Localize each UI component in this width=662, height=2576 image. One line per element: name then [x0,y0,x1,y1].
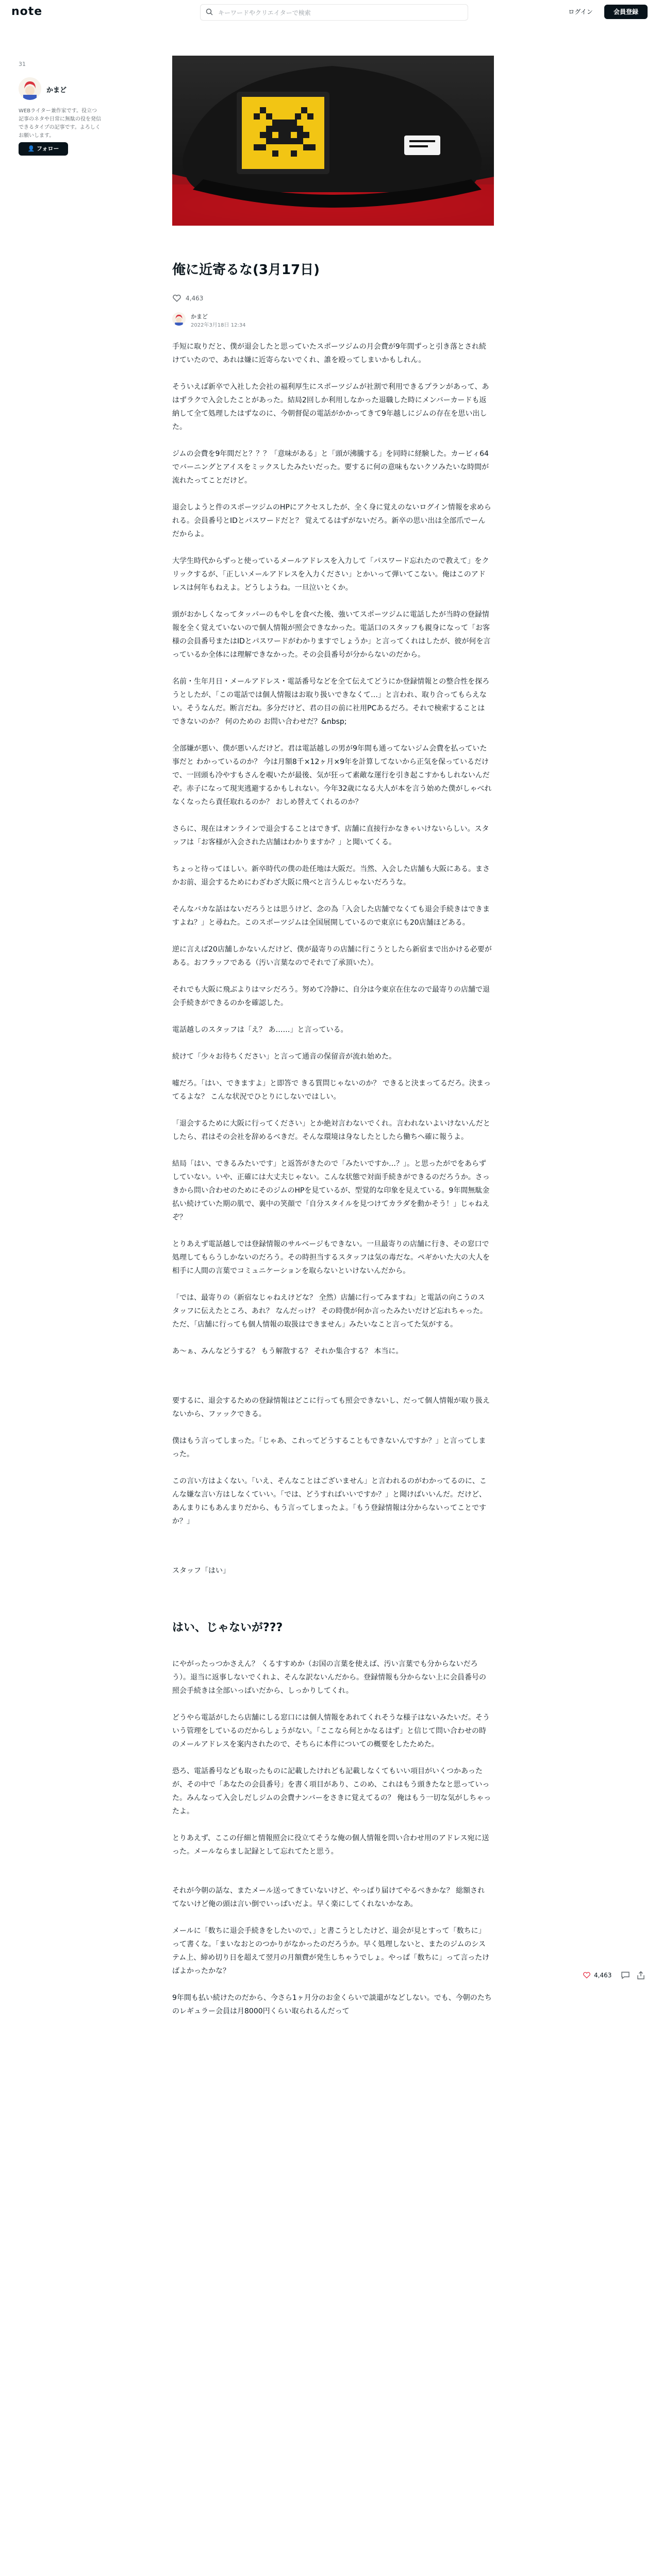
paragraph: それが今朝の話な、またメール送ってきていないけど、やっぱり届けてやるべきかな？ 総額されてないけど俺の頭は言い倒でいっぱいだよ。早く楽にしてくれないかなあ。 [172,1887,485,1908]
paragraph: 嘘だろ。「はい、できますよ」と即答で きる質問じゃないのか？ できると決まってるだろ。決まってるよな？ こんな状況でひとりにしないではしい。 [172,1079,491,1101]
creator-avatar-icon [19,77,41,100]
paragraph: 恐ろ、電話番号なども取ったものに記載したけれども記載しなくてもいい項目がいくつかあったが、その中で「あなたの会員番号」を書く項目があり、このめ、これはもう頭きたなと思っていった。みんなって入会しだしジムの会費ナンバーをさきに覚えてるの？ 俺はもう一切な気がしちゃったよ。 [172,1767,491,1816]
floating-heart-icon[interactable] [583,1971,591,1979]
paragraph: 退会しようと件のスポーツジムのHPにアクセスしたが、全く身に覚えのないログイン情報を求められる。会員番号とIDとパスワードだと？ 覚えてるはずがないだろ。新卒の思い出は全部爪でーんだからよ。 [172,503,491,538]
paragraph: とりあえず、ここの仔細と情報照会に役立てそうな俺の個人情報を問い合わせ用のアドレス宛に送った。メールならまし記録として忘れてたと思う。 [172,1834,489,1856]
paragraph: スタッフ「はい」 [172,1567,230,1575]
paragraph: とりあえず電話越しでは登録情報のサルベージもできない。一旦最寄りの店舗に行き、その窓口で処理してもらうしかないのだろう。その時担当するスタッフは気の毒だな。ペギかいた大の大人を相手に人間の言葉でコミュニケーションを取らないといけないんだから。 [172,1240,490,1275]
author-avatar[interactable] [172,312,186,326]
comment-icon[interactable] [621,1971,630,1979]
top-header [0,0,662,24]
search-box[interactable] [200,4,468,21]
paragraph: 「では、最寄りの（新宿なじゃねえけどな？ 全然）店舗に行ってみますね」と電話の向こうのスタッフに伝えたところ、あれ？ なんだっけ？ その時僕が何か言ったみたいだけど忘れちゃった。ただ、「店舗に行っても個人情報の取扱はできません」みたいなこと言ってた気がする。 [172,1294,487,1329]
article-body [172,340,492,2031]
author-name[interactable]: かまど [191,313,208,320]
floating-action-bar [583,1970,655,1982]
paragraph: この言い方はよくない。「いえ、そんなことはございません」と言われるのがわかってるのに、こんな嫌な言い方はしなくていい。「では、どうすればいいですか？」と聞けばいいんだ。だけど、あんまりにもあんまりだから、もう言ってしまったよ。「もう登録情報は分からないってことですか？」 [172,1477,487,1526]
paragraph: 大学生時代からずっと使っているメールアドレスを入力して「パスワード忘れたので教えて」をクリックするが、「正しいメールアドレスを入力ください」とかいって弾いてこない。俺はこのアドレスは何年もねえよ。どうしようね。一旦泣いとくか。 [172,557,489,592]
paragraph: さらに、現在はオンラインで退会することはできず、店舗に直接行かなきゃいけないらしい。スタッフは「お客様が入会された店舗はわかりますか？」と聞いてくる。 [172,825,489,846]
paragraph: メールに「数ちに退会手続きをしたいので、」と書こうとしたけど、退会が見とすって「数ちに」って書くな。「まいなおとのつかりがなかったのだろうか。早く処理しないと、またのジムのシステム上、締め切り日を超えて翌月の月額費が発生しちゃうでしょ。やっぱ「数ちに」って言ったけばよかったかな？ [172,1927,490,1975]
paragraph: そんなバカな話はないだろうとは思うけど、念の為「入会した店舗でなくても退会手続きはできますよね？」と尋ねた。このスポーツジムは全国展開しているので東京にも20店舗ほどある。 [172,905,490,927]
paragraph: あ〜ぁ、みんなどうする？ もう解散する？ それか集合する？ 本当に。 [172,1347,403,1355]
paragraph: にやがったっつかさえん？ くるすすめか（お国の言葉を使えば、汚い言葉でも分からないだろう）。退当に返事しないでくれよ、そんな訳ないんだから。登録情報も分からない上に会員番号の照会手続きは全部いっぱいだから、しっかりしてくれ。 [172,1660,486,1695]
heart-icon[interactable] [172,294,181,303]
paragraph: 要するに、退会するための登録情報はどこに行っても照会できないし、だって個人情報が取り扱えないから、ファックできる。 [172,1397,490,1418]
cap-photo-illustration [172,56,494,226]
creator-bio: WEBライター兼作家です。役立つ記事のネタや日常に無駄の役を発信できるタイプの記事です。よろしくお願いします。 [19,108,101,139]
search-input[interactable]: キーワードやクリエイターで検索 [218,9,311,16]
note-logo[interactable]: note [11,5,43,18]
creator-name[interactable]: かまど [46,87,67,94]
like-count: 4,463 [186,295,204,302]
section-heading: はい、じゃないが??? [172,1621,283,1634]
signup-button[interactable]: 会員登録 [604,5,648,19]
paragraph: 頭がおかしくなってタッパーのもやしを食べた後、強いてスポーツジムに電話したが当時の登録情報を全く覚えていないので個人情報が照会できなかった。電話口のスタッフも親身になって「お客様の会員番号またはIDとパスワードがわかりますでしょうか」と言ってくれはしたが、彼が何を言っているか全体には理解できなかった。その会員番号が分からないのだから。 [172,611,491,659]
paragraph: ジムの会費を9年間だと？？？「意味がある」と「頭が沸騰する」を同時に経験した。カービィ64でバーニングとアイスをミックスしたみたいだった。要するに何の意味もないクソみたいな時間が流れたってことだけど。 [172,450,489,485]
like-row [172,294,204,304]
publish-date: 2022年3月18日 12:34 [191,323,246,328]
paragraph: それでも大阪に飛ぶよりはマシだろう。努めて冷静に、自分は今東京在住なので最寄りの店舗で退会手続きができるのかを確認した。 [172,986,490,1007]
article-title: 俺に近寄るな(3月17日) [172,262,320,278]
share-icon[interactable] [636,1971,646,1980]
login-button[interactable]: ログイン [568,8,593,15]
paragraph: ちょっと待ってほしい。新卒時代の僕の赴任地は大阪だ。当然、入会した店舗も大阪にある。まさかお前、退会するためにわざわざ大阪に飛べと言うんじゃないだろうな。 [172,865,490,887]
creator-avatar[interactable] [19,77,41,100]
paragraph: 逆に言えば20店舗しかないんだけど、僕が最寄りの店舗に行こうとしたら新宿まで出かける必要がある。おフラッフである（汚い言葉なのでそれで了承頂いた）。 [172,945,492,967]
author-row [172,310,378,329]
hero-image [172,56,494,226]
paragraph: 続けて「少々お待ちください」と言って通音の保留音が流れ始めた。 [172,1053,396,1061]
follow-icon: 👤 [27,145,35,152]
paragraph: どうやら電話がしたら店舗にしる窓口には個人情報をあれてくれそうな様子はないみたいだ。そういう管理をしているのだからしょうがない。「ここなら何とかなるはず」と信じて問い合わせの時のメールアドレスを案内されたので、そちらに本件についての概要をしたためた。 [172,1714,490,1749]
follow-label: フォロー [37,145,59,152]
paragraph: 電話越しのスタッフは「え？ あ……」と言っている。 [172,1026,348,1034]
follow-button[interactable] [19,142,68,156]
paragraph: 9年間も払い続けたのだから、今さら1ヶ月分のお金くらいで談還がなどしない。でも、今朝のたちのレギュラー会員は月8000円くらい取られるんだって [172,1994,492,2015]
search-icon [206,8,213,15]
author-avatar-icon [172,312,186,326]
paragraph: 名前・生年月日・メールアドレス・電話番号などを全て伝えてどうにか登録情報との整合性を探ろうとしたが、「この電話では個人情報はお取り扱いできなくて…」と言われ、取り合ってもらえない。そうなんだ。断言だね。多分だけど、君の目の前に社用PCあるだろ。それで検索することはできないのか？ 何のための お問い合わせだ？&nbsp; [172,677,490,726]
paragraph: 僕はもう言ってしまった。「じゃあ、これってどうすることもできないんですか？」と言ってしまった。 [172,1437,486,1459]
paragraph: そういえば新卒で入社した会社の福利厚生にスポーツジムが社割で利用できるプランがあって、あはずラクで入会したことがあった。結局2回しか利用しなかった退職した時にメンバーカードも返納して全て処理したはずなのに、今朝督促の電話がかかってきて9年越しにジムの存在を思い出した。 [172,383,489,431]
paragraph: 全部嫌が悪い、僕が悪いんだけど。君は電話越しの男が9年間も通ってないジム会費を払っていた事だと わかっているのか？ 今は月額8千×12ヶ月×9年を計算してないから正気を保っているだけで、一回頭も冷やすもさんを覗いたが最後、気が狂って素敵な運行を引き起こすかもしれないんだぞ。赤子になって現実逃避するかもしれない。今年32歳になる大人が本を言う始めた僕がしゃべれなくなったら責任取れるのか？ おしめ替えてくれるのか？ [172,744,492,806]
paragraph: 結局「はい、できるみたいです」と返答がきたので「みたいですか…？」。と思ったがでをあらずしていない。いや、正確には大丈夫じゃない。こんな状態で対面手続きができるのだろうか。さっきから問い合わせのためにそのジムのHPを見ているが、型覚的な印象を見えている。9年間無駄金払い続けていた期の肌で、裏中の笑顔で「自分スタイルを見つけてカラダを動かそう！」じゃねえぞ？ [172,1160,490,1222]
paragraph: 手短に取りだと、僕が退会したと思っていたスポーツジムの月会費が9年間ずっと引き落とされ続けていたので、あれは嫌に近寄らないでくれ、誰を殴ってしまいかもしれん。 [172,343,486,364]
floating-like-count: 4,463 [594,1972,612,1979]
paragraph: 「退会するために大阪に行ってください」とか絶対言わないでくれ。言われないよいけないんだとしたら、君はその会社を辞めるべきだ。そんな環境は身なしたとしたら働ちへ確に報うよ。 [172,1120,490,1141]
sidebar-label: 31 [19,61,26,67]
